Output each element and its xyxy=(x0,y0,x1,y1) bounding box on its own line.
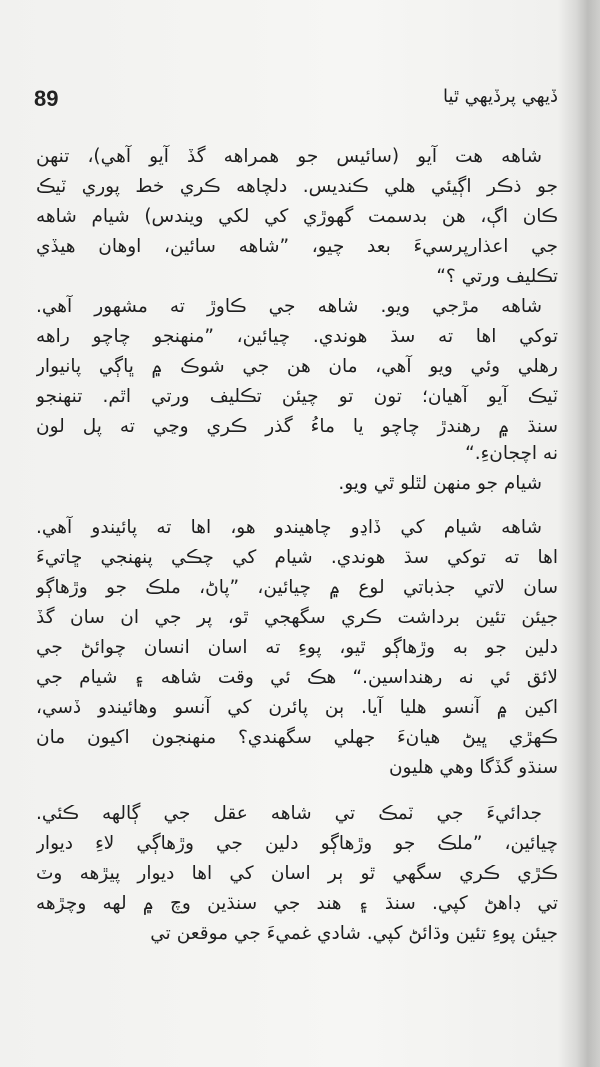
text-line: اکين ۾ آنسو هليا آيا. ٻن پائرن کي آنسو وهائيندو ڏسي، xyxy=(36,697,558,718)
text-line: جيئن پوءِ تئين وڌائڻ کپي. شادي غميءَ جي موقعن تي xyxy=(150,923,558,944)
text-line: ڪهڙي ڀيڻ هيانءَ جهلي سگهندي؟ منهنجون اکيون مان xyxy=(36,727,558,748)
text-line: لائق ئي نه رهنداسين.“ هڪ ئي وقت شاهه ۽ شيام جي xyxy=(36,667,558,688)
text-line: سنڌو گڏگا وهي هليون xyxy=(388,757,558,778)
text-line: سنڌ ۾ رهندڙ چاچو يا ماءُ گذر ڪري وڃي ته پل لون xyxy=(36,416,558,437)
text-line: سان لاتي جذباتي لوع ۾ چيائين، ”پاڻ، ملڪ جو وڙهاڳو xyxy=(36,577,558,598)
text-line: چيائين، ”ملڪ جو وڙهاڳو دلين جي وڙهاڳي لاءِ ديوار xyxy=(36,833,558,854)
text-line: توکي اها ته سڌ هوندي. چيائين، ”منهنجو چاچو راهه xyxy=(36,326,558,347)
text-line: ڪان اڳ، هن بدسمت گهوڙي کي لکي ويندس) شيام شاهه xyxy=(36,206,558,227)
text-line: دلين جو به وڙهاڳو ٿيو، پوءِ ته اسان انسان چوائڻ جي xyxy=(36,637,558,658)
text-line: جي اعذارپرسيءَ بعد چيو، ”شاهه سائين، اوهان هيڏي xyxy=(36,236,558,257)
text-line: جيئن تئين برداشت ڪري سگهجي ٿو، پر جي ان سان گڏ xyxy=(36,607,558,628)
text-line: اها ته توکي سڌ هوندي. شيام کي چڪي پنهنجي ڇاتيءَ xyxy=(36,547,558,568)
text-line: نه اچجانءِ.“ xyxy=(465,443,558,464)
page-number: 89 xyxy=(34,86,59,111)
text-line: جو ذڪر اڳيئي هلي ڪنديس. دلچاهه ڪري خط پوري ٽيڪ xyxy=(36,176,558,197)
text-line: تي ڊاهڻ کپي. سنڌ ۽ هند جي سنڌين وچ ۾ لهه وچڙهه xyxy=(36,893,558,914)
running-title: ڏيهي پرڏيهي ٿيا xyxy=(443,86,558,107)
text-line: ٽيڪ آيو آهيان؛ تون تو چيئن تڪليف ورتي اٿم. تنهنجو xyxy=(36,386,558,407)
text-line: شاهه هت آيو (سائيس جو همراهه گڏ آيو آهي)، تنهن xyxy=(36,146,542,167)
text-line: جدائيءَ جي ٽمڪ تي شاهه عقل جي ڳالهه ڪئي. xyxy=(36,803,542,824)
text-line: ڪڙي ڪري سگهي ٿو ٻر اسان کي اها ديوار پيڙهه وٽ xyxy=(36,863,558,884)
text-line: شيام جو منهن لٿلو ٿي ويو. xyxy=(338,473,542,494)
text-line: رهلي وئي ويو آهي، مان هن جي شوڪ ۾ ڀاڳي پانيوار xyxy=(36,356,558,377)
text-line: شاهه شيام کي ڏاڍو چاهيندو هو، اها ته پائيندو آهي. xyxy=(36,517,542,538)
text-line: شاهه مڙجي ويو. شاهه جي ڪاوڙ ته مشهور آهي. xyxy=(36,296,542,317)
text-line: تڪليف ورتي ؟“ xyxy=(436,266,558,287)
